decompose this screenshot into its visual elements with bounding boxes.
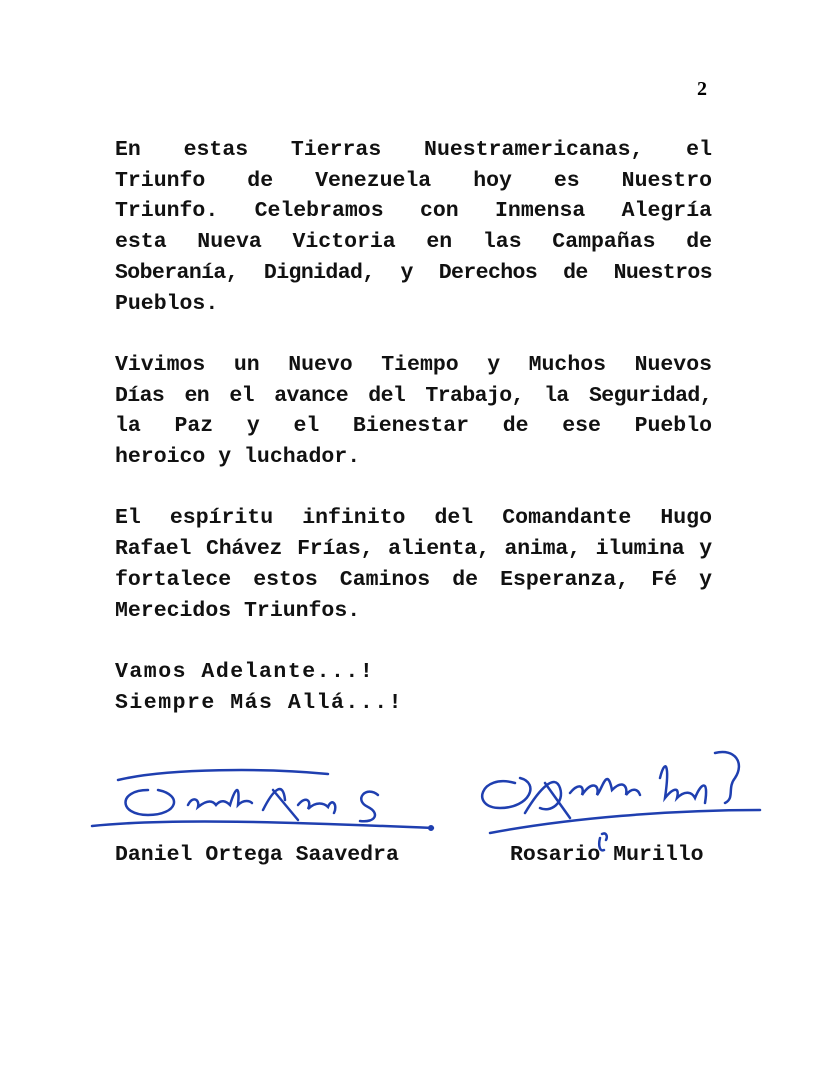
- text-line: Soberanía, Dignidad, y Derechos de Nuestros: [115, 260, 712, 285]
- letter-body: [115, 135, 712, 718]
- text-line: la Paz y el Bienestar de ese Pueblo: [115, 414, 712, 439]
- signature-daniel-ortega: [88, 760, 448, 840]
- closing: [115, 657, 712, 718]
- page-number: 2: [697, 78, 707, 100]
- text-line: En estas Tierras Nuestramericanas, el: [115, 138, 712, 162]
- text-line: heroico y luchador.: [115, 445, 361, 470]
- text-line: Merecidos Triunfos.: [115, 598, 361, 623]
- text-line: Siempre Más Allá...!: [115, 690, 404, 715]
- text-line: Triunfo. Celebramos con Inmensa Alegría: [115, 199, 712, 224]
- text-line: Rafael Chávez Frías, alienta, anima, ilumina y: [115, 537, 712, 562]
- paragraph-1: [115, 135, 712, 319]
- text-line: fortalece estos Caminos de Esperanza, Fé y: [115, 567, 712, 592]
- signature-rosario-murillo: [470, 738, 770, 858]
- paragraph-3: [115, 503, 712, 626]
- signatory-name-daniel-ortega: Daniel Ortega Saavedra: [115, 843, 399, 867]
- text-line: Vivimos un Nuevo Tiempo y Muchos Nuevos: [115, 352, 712, 377]
- signatory-name-rosario-murillo: Rosario Murillo: [510, 843, 704, 867]
- text-line: El espíritu infinito del Comandante Hugo: [115, 506, 712, 531]
- text-line: Vamos Adelante...!: [115, 659, 375, 684]
- paragraph-2: [115, 350, 712, 473]
- text-line: esta Nueva Victoria en las Campañas de: [115, 230, 712, 255]
- text-line: Días en el avance del Trabajo, la Seguridad,: [115, 383, 712, 408]
- text-line: Triunfo de Venezuela hoy es Nuestro: [115, 168, 712, 193]
- text-line: Pueblos.: [115, 291, 219, 316]
